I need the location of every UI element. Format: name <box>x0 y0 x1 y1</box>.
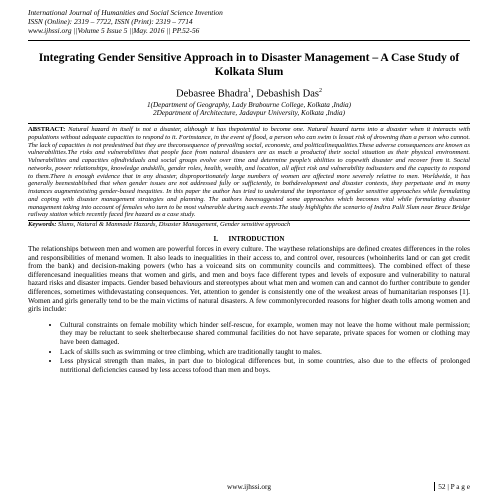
abstract-text: Natural hazard in itself is not a disaster, although it has thepotential to become one. Natural hazard turns into a disaster when it interacts with populations without adequate capacities to respond to it. Forinstance, in the event of flood, a person who can swim is lessat risk of drowning than a person who cannot. The lack of capacities is not predestined but they are theconsequence of prevailing social, economic, and politicalinequalities.These adverse consequences are known as vulnerabilities.The risks and vulnerabilities that people face from natural disasters are as much a productof their social situation as their physical environment. Vulnerabilities and capacities ofindividuals and social groups evolve over time and determine people’s abilities to copewith disaster and recover from it. Social networks, power relationships, knowledge andskills, gender roles, health, wealth, and location, all affect risk and vulnerability todisasters and the capacity to respond to them.There is enough evidence that in any disaster, disproportionately large numbers of women are affected more severely relative to men. Worldwide, it has generally beenestablished that when gender issues are not addressed fully or sufficiently, in bothdevelopment and disaster contexts, they perpetuate and in many instances augmentexisting gender-based inequities. In this paper the author has tried to understand the importance of gender sensitive approaches while formulating and coping with disaster management strategies and planning. The authors havesuggested some approaches which becomes vital while formulating disaster management taking into account of females who turn to be most vulnerable during such events.The study highlights the scenario of Indira Palli Slum near Brace Bridge railway station which recently faced fire hazard as a case study. <box>28 126 470 219</box>
paper-page <box>28 8 470 491</box>
affiliation-2: 2Department of Architecture, Jadavpur University, Kolkata ,India) <box>153 109 345 118</box>
paper-title: Integrating Gender Sensitive Approach in to Disaster Management – A Case Study of Kolkata Slum <box>38 51 460 78</box>
journal-volume: www.ijhssi.org ||Volume 5 Issue 5 ||May. 2016 || PP.52-56 <box>28 26 200 35</box>
author-1: Debasree Bhadra <box>176 88 249 100</box>
abstract <box>28 123 470 221</box>
author-1-sup: 1 <box>248 88 252 94</box>
keywords-text: Slums, Natural & Manmade Hazards, Disaster Management, Gender sensitive approach <box>56 221 291 229</box>
list-item: • Less physical strength than males, in part due to biological differences but, in some countries, also due to the effects of prolonged nutritional deficiencies caused by less access tofood than men and boys. <box>60 357 470 374</box>
author-2: Debashish Das <box>256 88 319 100</box>
keywords <box>28 221 470 229</box>
author-2-sup: 2 <box>318 88 322 94</box>
author-separator: , <box>251 88 257 100</box>
abstract-label: ABSTRACT: <box>28 126 66 134</box>
journal-header <box>28 8 470 35</box>
intro-paragraph: The relationships between men and women are powerful forces in every culture. The waythese relationships are defined creates differences in the roles and responsibilities of menand women. It also leads to inequalities in their access to, and control over, resources (whoinherits land or can get credit from the bank) and decision-making powers (who has a voiceand sits on community councils and committees). The combined effect of these differencesand inequalities means that women and girls, and men and boys face different types and levels of exposure and vulnerability to natural hazard risks and disaster impacts. Gender based behaviours and stereotypes about what men and women can and cannot do further contribute to gender differences, sometimes withdevastating consequences. Yet, attention to gender is consistently one of the weakest areas of humanitarian responses [1]. Women and girls generally tend to be the main victims of natural disasters. A few commonlyrecorded reasons for higher death tolls among women and girls include: <box>28 244 470 314</box>
author-line <box>28 85 470 101</box>
footer-url: www.ijhssi.org <box>227 482 271 491</box>
list-item: • Cultural constraints on female mobility which hinder self-rescue, for example, women may not leave the home without male permission; they may be reluctant to seek shelterbecause shared communal facilities do not have separate, private spaces for women or clothing may have been damaged. <box>60 321 470 347</box>
journal-issn: ISSN (Online): 2319 – 7722, ISSN (Print): 2319 – 7714 <box>28 17 193 26</box>
page-number: 52 | P a g e <box>434 482 470 491</box>
journal-name: International Journal of Humanities and Social Science Invention <box>28 8 223 17</box>
header-rule <box>28 40 470 41</box>
section-heading-introduction: I. INTRODUCTION <box>213 235 285 244</box>
reasons-list <box>28 321 470 375</box>
keywords-label: Keywords: <box>28 221 57 229</box>
affiliation-1: 1(Department of Geography, Lady Brabourne College, Kolkata ,India) <box>146 100 352 109</box>
list-item: • Lack of skills such as swimming or tree climbing, which are traditionally taught to males. <box>60 348 470 357</box>
